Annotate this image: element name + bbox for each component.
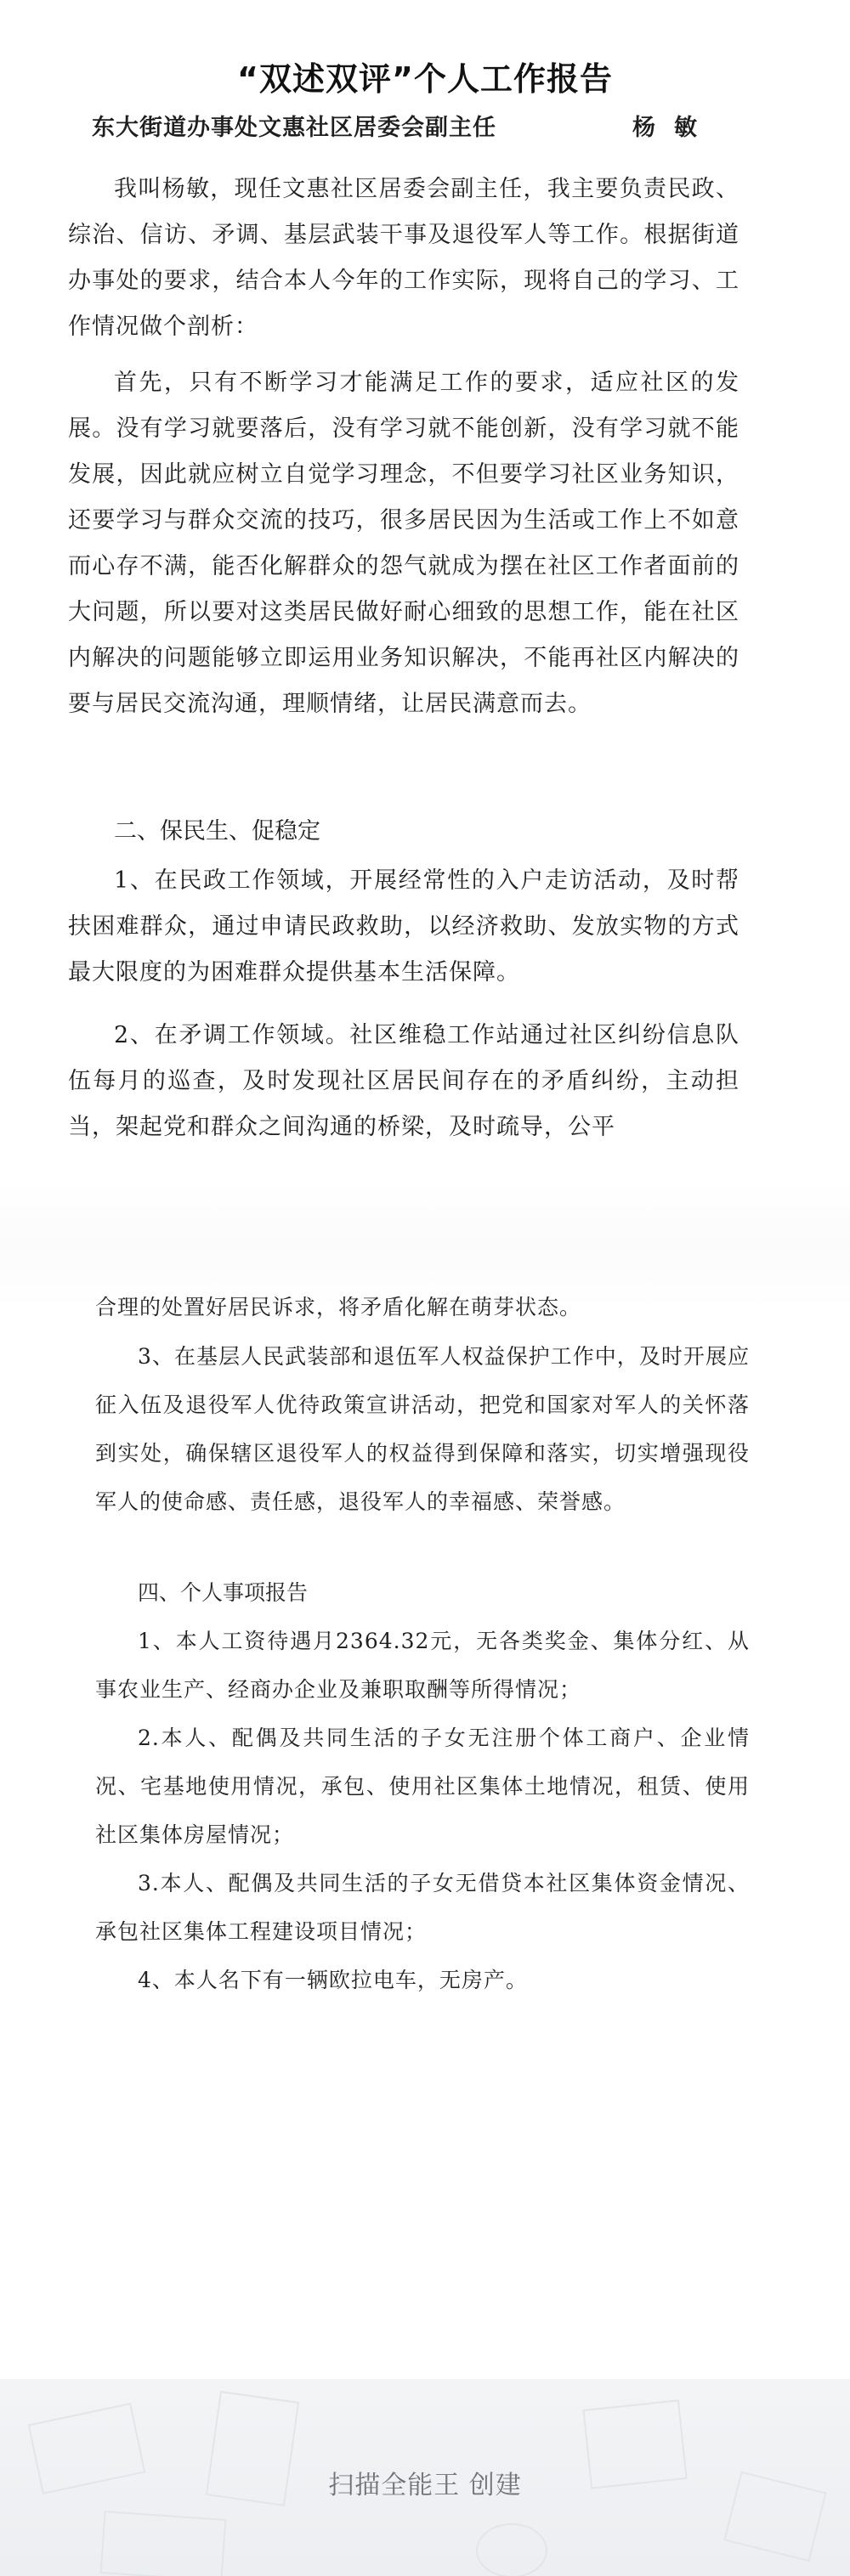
business-paragraph: 2.本人、配偶及共同生活的子女无注册个体工商户、企业情况、宅基地使用情况，承包、使用社区集体土地情况，租赁、使用社区集体房屋情况； (95, 1726, 750, 1847)
author-name: 杨敏 (632, 115, 716, 141)
loans-paragraph: 3.本人、配偶及共同生活的子女无借贷本社区集体资金情况、承包社区集体工程建设项目情况； (95, 1871, 750, 1944)
armed-forces-paragraph: 3、在基层人民武装部和退伍军人权益保护工作中，及时开展应征入伍及退役军人优待政策宣讲活动，把党和国家对军人的关怀落到实处，确保辖区退役军人的权益得到保障和落实，切实增强现役军人的使命感、责任感，退役军人的幸福感、荣誉感。 (95, 1344, 750, 1514)
salary-paragraph: 1、本人工资待遇月2364.32元，无各类奖金、集体分红、从事农业生产、经商办企业及兼职取酬等所得情况； (95, 1629, 750, 1702)
property-paragraph: 4、本人名下有一辆欧拉电车，无房产。 (138, 1968, 528, 1992)
document-title: “双述双评”个人工作报告 (237, 60, 613, 98)
decorative-circle-icon (476, 2523, 547, 2576)
author-position: 东大街道办事处文惠社区居委会副主任 (92, 115, 496, 141)
study-paragraph: 首先，只有不断学习才能满足工作的要求，适应社区的发展。没有学习就要落后，没有学习就不能创新，没有学习就不能发展，因此就应树立自觉学习理念，不但要学习社区业务知识，还要学习与群众交流的技巧，很多居民因为生活或工作上不如意而心存不满，能否化解群众的怨气就成为摆在社区工作者面前的大问题，所以要对这类居民做好耐心细致的思想工作，能在社区内解决的问题能够立即运用业务知识解决，不能再社区内解决的要与居民交流沟通，理顺情绪，让居民满意而去。 (68, 370, 740, 717)
mediation-continuation: 合理的处置好居民诉求，将矛盾化解在萌芽状态。 (95, 1295, 582, 1319)
mediation-paragraph: 2、在矛调工作领域。社区维稳工作站通过社区纠纷信息队伍每月的巡查，及时发现社区居民间存在的矛盾纠纷，主动担当，架起党和群众之间沟通的桥梁，及时疏导，公平 (68, 1022, 740, 1140)
scanner-footer (0, 2379, 850, 2576)
decorative-document-icon (100, 2511, 227, 2576)
civil-affairs-paragraph: 1、在民政工作领域，开展经常性的入户走访活动，及时帮扶困难群众，通过申请民政救助，以经济救助、发放实物的方式最大限度的为困难群众提供基本生活保障。 (68, 867, 740, 986)
intro-paragraph: 我叫杨敏，现任文惠社区居委会副主任，我主要负责民政、综治、信访、矛调、基层武装干事及退役军人等工作。根据街道办事处的要求，结合本人今年的工作实际，现将自己的学习、工作情况做个剖析： (68, 176, 740, 340)
scanner-watermark-text: 扫描全能王 创建 (328, 2471, 522, 2500)
section-heading-livelihood: 二、保民生、促稳定 (114, 818, 320, 845)
section-heading-personal: 四、个人事项报告 (138, 1580, 309, 1605)
